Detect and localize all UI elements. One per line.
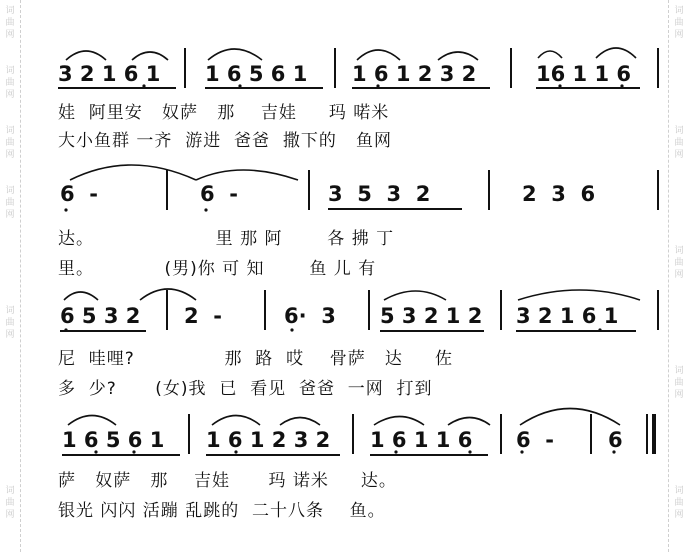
watermark-glyph: 词 (674, 246, 684, 256)
measure-notes: 6 (608, 428, 623, 452)
watermark-glyph: 网 (674, 270, 684, 280)
watermark-glyph: 词 (674, 366, 684, 376)
measure-notes: 6 - (200, 182, 238, 206)
beam-underline (62, 454, 180, 456)
watermark-glyph: 词 (674, 486, 684, 496)
watermark-glyph: 曲 (5, 138, 15, 148)
barline (646, 414, 648, 454)
measure-notes: 6· 3 (284, 304, 336, 328)
watermark-glyph: 曲 (674, 498, 684, 508)
lyric-line-2: 多 少? (女)我 已 看见 爸爸 一网 打到 (58, 379, 433, 399)
watermark-glyph: 网 (5, 330, 15, 340)
measure-notes: 1 6 1 2 3 2 (352, 62, 477, 86)
measure-notes: 5 3 2 1 2 (380, 304, 483, 328)
watermark-glyph: 曲 (674, 378, 684, 388)
watermark-glyph: 词 (5, 6, 15, 16)
watermark-glyph: 词 (5, 486, 15, 496)
watermark-glyph: 词 (5, 306, 15, 316)
final-barline (652, 414, 656, 454)
measure-notes: 2 - (184, 304, 222, 328)
measure-notes: 1 6 5 6 1 (205, 62, 308, 86)
measure-notes: 1 6 1 2 3 2 (206, 428, 331, 452)
beam-underline (370, 454, 488, 456)
watermark-glyph: 网 (5, 510, 15, 520)
lyric-line-1: 萨 奴萨 那 吉娃 玛 诺米 达。 (58, 471, 397, 491)
watermark-glyph: 词 (674, 126, 684, 136)
measure-notes: 3 2 1 6 1 (58, 62, 161, 86)
lyric-line-1: 达。 里 那 阿 各 拂 丁 (58, 229, 395, 249)
watermark-glyph: 词 (5, 186, 15, 196)
lyric-line-2: 里。 (男)你 可 知 鱼 儿 有 (58, 259, 377, 279)
watermark-glyph: 曲 (5, 18, 15, 28)
watermark-glyph: 曲 (5, 78, 15, 88)
measure-notes: 3 2 1 6 1 (516, 304, 619, 328)
measure-notes: 6 5 3 2 (60, 304, 141, 328)
barline (352, 414, 354, 454)
lyric-line-1: 娃 阿里安 奴萨 那 吉娃 玛 喏米 (58, 103, 390, 123)
watermark-glyph: 曲 (5, 498, 15, 508)
watermark-glyph: 网 (5, 30, 15, 40)
lyric-line-2: 银光 闪闪 活蹦 乱跳的 二十八条 鱼。 (58, 501, 386, 521)
watermark-glyph: 网 (5, 150, 15, 160)
watermark-glyph: 网 (674, 510, 684, 520)
watermark-glyph: 网 (674, 150, 684, 160)
beam-underline (206, 454, 340, 456)
watermark-glyph: 曲 (5, 198, 15, 208)
measure-notes: 3 5 3 2 (328, 182, 431, 206)
watermark-glyph: 网 (674, 30, 684, 40)
measure-notes: 2 3 6 (522, 182, 596, 206)
barline (188, 414, 190, 454)
watermark-glyph: 曲 (674, 138, 684, 148)
watermark-glyph: 曲 (5, 318, 15, 328)
lyric-line-1: 尼 哇哩? 那 路 哎 骨萨 达 佐 (58, 349, 453, 369)
watermark-glyph: 词 (674, 6, 684, 16)
watermark-glyph: 网 (5, 90, 15, 100)
watermark-glyph: 曲 (674, 258, 684, 268)
measure-notes: 1 6 5 6 1 (62, 428, 165, 452)
watermark-glyph: 曲 (674, 18, 684, 28)
measure-notes: 6 - (516, 428, 554, 452)
watermark-glyph: 词 (5, 126, 15, 136)
watermark-glyph: 网 (674, 390, 684, 400)
measure-notes: 1 6 1 1 6 (370, 428, 473, 452)
measure-notes: 6 - (60, 182, 98, 206)
barline (590, 414, 592, 454)
watermark-glyph: 词 (5, 66, 15, 76)
barline (500, 414, 502, 454)
measure-notes: 16 1 1 6 (536, 62, 631, 86)
watermark-glyph: 网 (5, 210, 15, 220)
lyric-line-2: 大小鱼群 一齐 游进 爸爸 撒下的 鱼网 (58, 131, 393, 151)
